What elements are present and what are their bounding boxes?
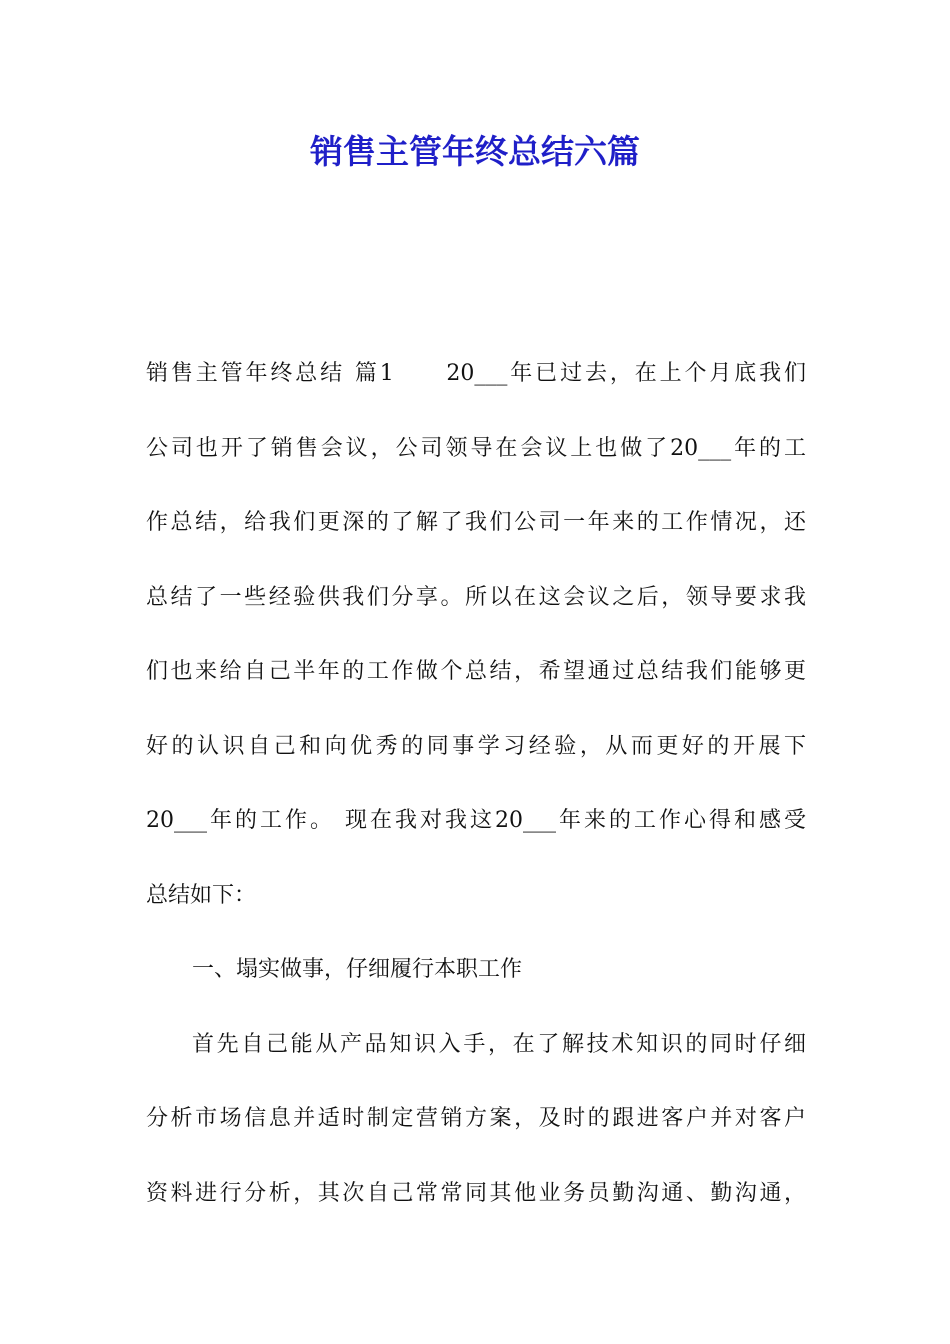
body-line: 好的认识自己和向优秀的同事学习经验，从而更好的开展下 <box>146 733 806 759</box>
body-line: 分析市场信息并适时制定营销方案，及时的跟进客户并对客户 <box>146 1106 806 1131</box>
body-line: 销售主管年终总结 篇1 20___年已过去，在上个月底我们 <box>146 361 806 386</box>
section-heading: 一、塌实做事，仔细履行本职工作 <box>192 957 523 982</box>
document-body <box>146 337 806 1231</box>
body-line: 作总结，给我们更深的了解了我们公司一年来的工作情况，还 <box>146 510 806 535</box>
body-line: 们也来给自己半年的工作做个总结，希望通过总结我们能够更 <box>146 659 806 684</box>
body-line: 20___年的工作。 现在我对我这20___年来的工作心得和感受 <box>146 808 806 833</box>
body-line: 公司也开了销售会议，公司领导在会议上也做了20___年的工 <box>146 435 806 461</box>
body-line: 资料进行分析，其次自己常常同其他业务员勤沟通、勤沟通， <box>146 1180 806 1206</box>
document-title: 销售主管年终总结六篇 <box>310 132 640 171</box>
body-line: 总结了一些经验供我们分享。所以在这会议之后，领导要求我 <box>146 584 806 610</box>
body-line: 首先自己能从产品知识入手，在了解技术知识的同时仔细 <box>192 1031 806 1057</box>
body-line: 总结如下： <box>146 882 257 908</box>
